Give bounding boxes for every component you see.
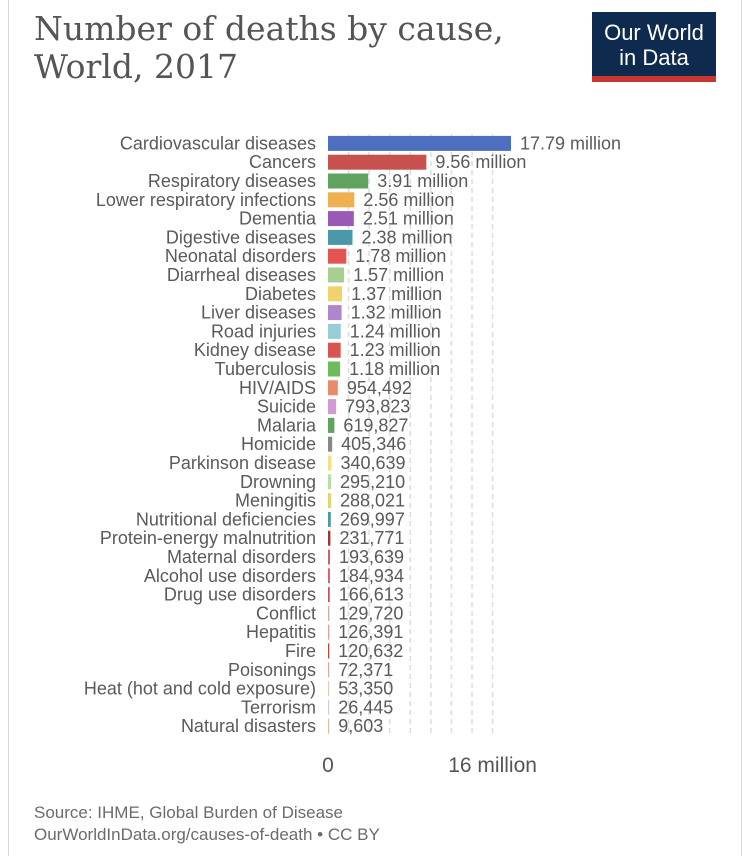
bar [328,437,332,452]
value-label: 340,639 [340,453,406,473]
bar [328,700,329,715]
bar [328,343,341,358]
bar [328,550,330,565]
bar [328,324,341,339]
bar [328,174,368,189]
category-label: Cardiovascular diseases [119,133,316,154]
value-label: 269,997 [339,509,405,530]
value-label: 26,445 [338,697,394,718]
value-label: 9,603 [338,716,384,737]
logo-line2: in Data [619,45,689,70]
category-label: Fire [285,641,316,661]
value-label: 1.24 million [349,321,441,342]
category-label: Drug use disorders [163,584,316,605]
category-label: Natural disasters [180,716,316,737]
category-label: Kidney disease [193,340,316,361]
category-label: Neonatal disorders [164,246,316,267]
chart-title-line1: Number of deaths by cause, [34,9,504,48]
category-label: Protein-energy malnutrition [99,528,316,549]
category-label: Liver diseases [200,302,316,323]
category-label: Suicide [256,396,316,417]
bar [328,719,329,734]
source-text: Source: IHME, Global Burden of Disease [34,803,343,822]
value-label: 405,346 [341,434,407,455]
category-label: Tuberculosis [214,359,316,379]
bar [328,362,340,377]
bar [328,192,354,207]
bar [328,211,354,226]
value-label: 120,632 [338,641,404,661]
value-label: 72,371 [338,659,394,680]
value-label: 1.78 million [355,246,447,267]
bar [328,286,342,301]
bar [328,606,329,621]
value-label: 184,934 [338,565,404,586]
value-label: 1.18 million [349,359,441,379]
x-tick-label: 0 [322,754,334,777]
bar [328,625,329,640]
category-label: Respiratory diseases [147,171,316,191]
logo-line1: Our World [604,20,704,45]
category-label: Poisonings [227,659,316,680]
chart-footer [34,802,380,846]
value-label: 166,613 [338,584,404,605]
bar [328,531,330,546]
bar [328,155,426,170]
category-label: Meningitis [234,490,316,511]
source-link[interactable]: OurWorldInData.org/causes-of-death • CC BY [34,825,380,844]
category-label: Maternal disorders [166,547,316,567]
bar [328,136,511,151]
value-label: 793,823 [345,396,411,417]
value-label: 193,639 [338,547,405,567]
value-label: 129,720 [338,603,404,624]
bar [328,474,331,489]
category-label: Alcohol use disorders [143,565,316,586]
category-label: Diarrheal diseases [166,265,316,285]
bar [328,249,346,264]
value-label: 2.51 million [362,208,454,229]
category-label: Road injuries [210,321,316,342]
chart-title-line2: World, 2017 [34,47,238,86]
value-label: 2.56 million [363,189,455,210]
bar [328,681,329,696]
bar [328,587,330,602]
category-label: Hepatitis [245,622,316,643]
category-label: Conflict [255,603,316,624]
value-label: 295,210 [340,471,406,492]
value-label: 53,350 [338,678,394,699]
category-label: Drowning [239,471,316,492]
category-label: Cancers [248,152,316,173]
bar [328,568,330,583]
category-label: Dementia [238,208,316,229]
bar [328,268,344,283]
category-label: HIV/AIDS [238,377,316,398]
category-label: Malaria [256,415,316,436]
value-label: 1.32 million [350,302,442,323]
bar [328,662,329,677]
bar [328,399,336,414]
category-label: Lower respiratory infections [95,189,316,210]
value-label: 126,391 [338,622,404,643]
category-label: Terrorism [241,697,316,718]
category-label: Digestive diseases [165,227,316,248]
bar [328,418,334,433]
value-label: 231,771 [339,528,405,549]
value-label: 17.79 million [520,133,622,154]
x-tick-label: 16 million [448,754,537,777]
bar [328,456,332,471]
value-label: 1.23 million [349,340,441,361]
value-label: 288,021 [339,490,406,511]
value-label: 1.57 million [353,265,445,285]
category-label: Homicide [240,434,316,455]
category-label: Heat (hot and cold exposure) [83,678,316,699]
value-label: 2.38 million [361,227,453,248]
bar [328,230,352,245]
bar [328,644,329,659]
value-label: 619,827 [343,415,409,436]
value-label: 1.37 million [351,283,443,304]
bar [328,380,338,395]
category-label: Parkinson disease [168,453,316,473]
bar [328,512,331,527]
category-label: Nutritional deficiencies [135,509,316,530]
bar [328,305,342,320]
value-label: 9.56 million [435,152,527,173]
value-label: 954,492 [346,377,412,398]
value-label: 3.91 million [377,171,469,191]
bar [328,493,331,508]
category-label: Diabetes [244,283,316,304]
